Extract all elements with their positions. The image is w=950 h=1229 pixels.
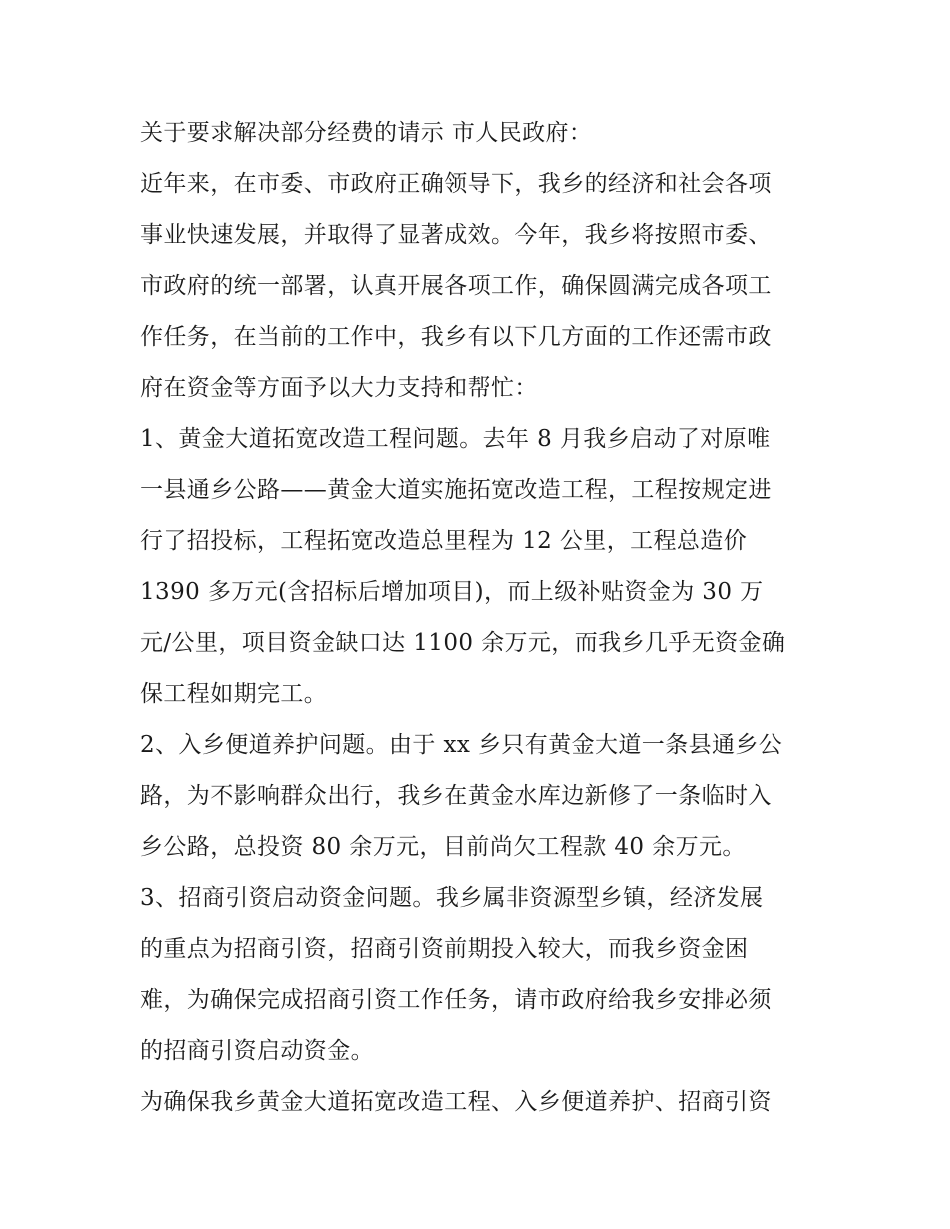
paragraph-line: 近年来，在市委、市政府正确领导下，我乡的经济和社会各项 bbox=[140, 171, 772, 197]
item-1-line: 元/公里，项目资金缺口达 1100 余万元，而我乡几乎无资金确 bbox=[140, 630, 786, 656]
paragraph-line: 府在资金等方面予以大力支持和帮忙： bbox=[140, 375, 538, 401]
document-title-line: 关于要求解决部分经费的请示 市人民政府： bbox=[140, 120, 593, 146]
item-1-line: 一县通乡公路——黄金大道实施拓宽改造工程，工程按规定进 bbox=[140, 477, 772, 503]
item-2-line: 乡公路，总投资 80 余万元，目前尚欠工程款 40 余万元。 bbox=[140, 834, 746, 860]
item-2-line: 2、入乡便道养护问题。由于 xx 乡只有黄金大道一条县通乡公 bbox=[140, 732, 783, 758]
closing-paragraph-line: 为确保我乡黄金大道拓宽改造工程、入乡便道养护、招商引资 bbox=[140, 1089, 772, 1115]
item-3-line: 的重点为招商引资，招商引资前期投入较大，而我乡资金困 bbox=[140, 936, 749, 962]
document-body bbox=[140, 108, 820, 1128]
paragraph-line: 市政府的统一部署，认真开展各项工作，确保圆满完成各项工 bbox=[140, 273, 772, 299]
item-1-line: 1、黄金大道拓宽改造工程问题。去年 8 月我乡启动了对原唯 bbox=[140, 426, 771, 452]
item-1-line: 行了招投标，工程拓宽改造总里程为 12 公里，工程总造价 bbox=[140, 528, 748, 554]
item-3-line: 难，为确保完成招商引资工作任务，请市政府给我乡安排必须 bbox=[140, 987, 772, 1013]
paragraph-line: 事业快速发展，并取得了显著成效。今年，我乡将按照市委、 bbox=[140, 222, 772, 248]
item-2-line: 路，为不影响群众出行，我乡在黄金水库边新修了一条临时入 bbox=[140, 783, 772, 809]
item-3-line: 的招商引资启动资金。 bbox=[140, 1038, 374, 1064]
item-1-line: 保工程如期完工。 bbox=[140, 681, 328, 707]
item-3-line: 3、招商引资启动资金问题。我乡属非资源型乡镇，经济发展 bbox=[140, 885, 764, 911]
paragraph-line: 作任务，在当前的工作中，我乡有以下几方面的工作还需市政 bbox=[140, 324, 772, 350]
item-1-line: 1390 多万元(含招标后增加项目)，而上级补贴资金为 30 万 bbox=[140, 579, 764, 605]
